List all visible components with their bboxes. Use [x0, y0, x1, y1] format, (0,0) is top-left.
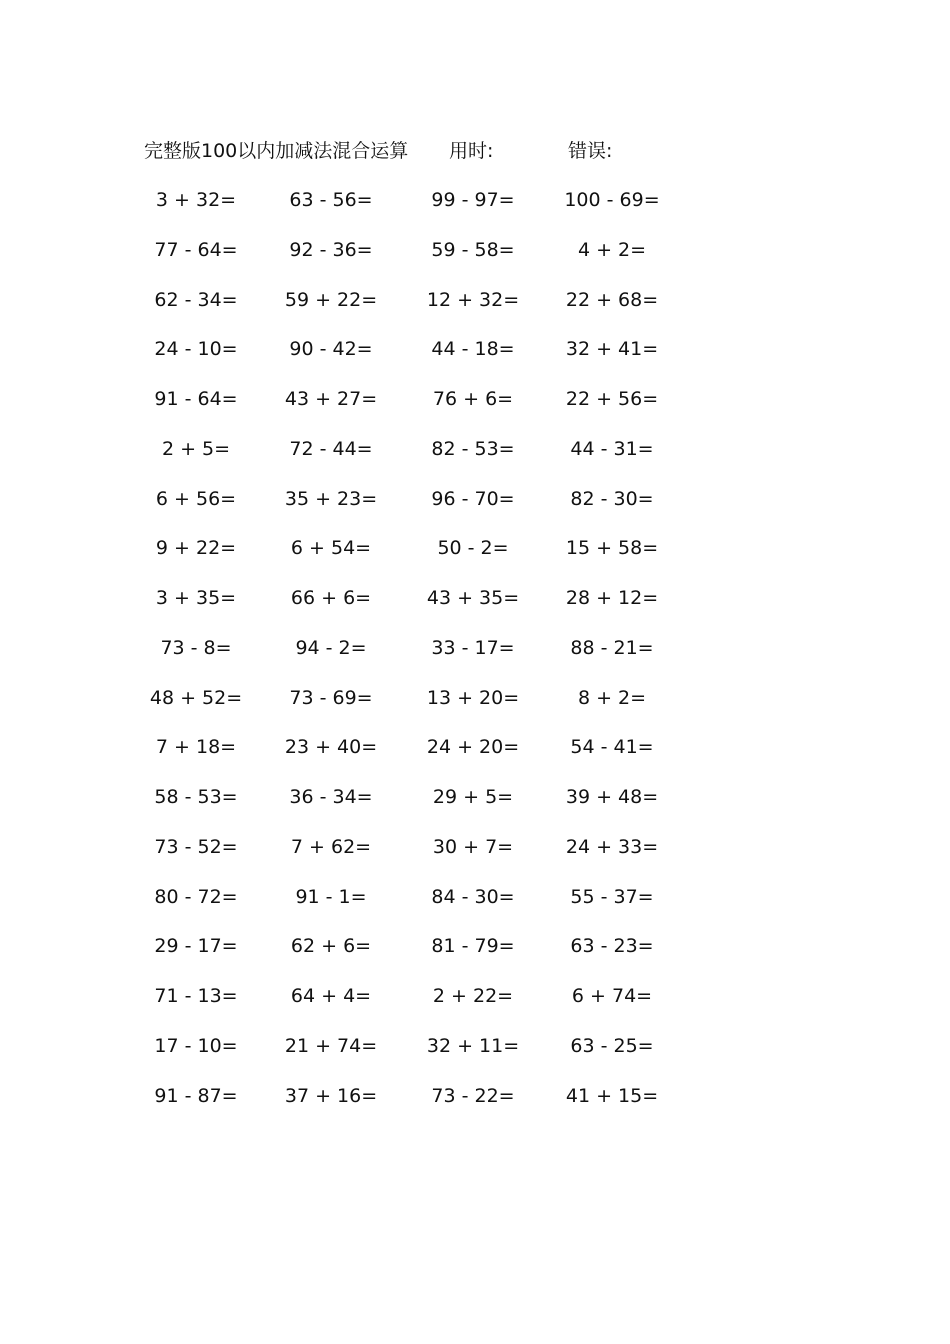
problem-item: 88 - 21=: [570, 636, 654, 659]
problem-item: 99 - 97=: [431, 189, 515, 211]
problem-item: 100 - 69=: [564, 189, 660, 211]
problem-item: 90 - 42=: [289, 338, 373, 361]
problem-row: [0, 931, 950, 981]
problem-item: 59 + 22=: [284, 288, 378, 311]
problem-item: 58 - 53=: [154, 786, 238, 808]
problem-row: [0, 185, 950, 235]
worksheet-title: 完整版100以内加减法混合运算: [144, 140, 409, 162]
problem-item: 13 + 20=: [426, 686, 520, 709]
problem-row: [0, 683, 950, 733]
problem-item: 91 - 1=: [295, 885, 367, 908]
problem-item: 91 - 87=: [154, 1084, 238, 1107]
problem-item: 15 + 58=: [565, 537, 659, 560]
problem-item: 73 - 69=: [289, 686, 373, 709]
problem-row: [0, 1031, 950, 1081]
problem-item: 6 + 56=: [155, 487, 237, 510]
problem-item: 81 - 79=: [431, 935, 515, 958]
problem-item: 7 + 62=: [290, 835, 372, 858]
problem-item: 4 + 2=: [577, 238, 647, 261]
problem-item: 29 + 5=: [432, 786, 514, 808]
problem-item: 24 + 20=: [426, 736, 520, 759]
problem-item: 77 - 64=: [154, 238, 238, 261]
problem-item: 2 + 22=: [432, 985, 514, 1007]
problem-item: 64 + 4=: [290, 985, 372, 1007]
problem-item: 73 - 52=: [154, 835, 238, 858]
problem-item: 91 - 64=: [154, 388, 238, 410]
problem-row: [0, 583, 950, 633]
time-used-label: 用时:: [449, 140, 494, 162]
problem-row: [0, 882, 950, 932]
problem-row: [0, 981, 950, 1031]
problem-item: 39 + 48=: [565, 786, 659, 808]
problem-item: 32 + 41=: [565, 338, 659, 361]
problem-item: 7 + 18=: [155, 736, 237, 759]
problem-item: 84 - 30=: [431, 885, 515, 908]
problem-item: 30 + 7=: [432, 835, 514, 858]
problem-item: 17 - 10=: [154, 1034, 238, 1057]
problem-item: 63 - 56=: [289, 189, 373, 211]
problem-item: 41 + 15=: [565, 1084, 659, 1107]
problem-item: 43 + 27=: [284, 388, 378, 410]
problem-row: [0, 533, 950, 583]
problem-item: 29 - 17=: [154, 935, 238, 958]
problem-item: 96 - 70=: [431, 487, 515, 510]
problem-item: 35 + 23=: [284, 487, 378, 510]
problem-item: 24 + 33=: [565, 835, 659, 858]
problem-item: 63 - 25=: [570, 1034, 654, 1057]
problem-item: 76 + 6=: [432, 388, 514, 410]
problem-row: [0, 285, 950, 335]
problem-row: [0, 334, 950, 384]
problem-row: [0, 782, 950, 832]
problem-row: [0, 434, 950, 484]
problem-item: 21 + 74=: [284, 1034, 378, 1057]
problem-item: 33 - 17=: [431, 636, 515, 659]
problem-item: 12 + 32=: [426, 288, 520, 311]
problem-item: 71 - 13=: [154, 985, 238, 1007]
problem-item: 72 - 44=: [289, 437, 373, 460]
problem-item: 22 + 68=: [565, 288, 659, 311]
problem-item: 2 + 5=: [161, 437, 231, 460]
problem-item: 22 + 56=: [565, 388, 659, 410]
problem-item: 9 + 22=: [155, 537, 237, 560]
problem-item: 82 - 53=: [431, 437, 515, 460]
problem-row: [0, 235, 950, 285]
problem-item: 54 - 41=: [570, 736, 654, 759]
problem-item: 73 - 22=: [431, 1084, 515, 1107]
problem-item: 3 + 35=: [155, 587, 237, 609]
error-count-label: 错误:: [568, 140, 613, 162]
problem-item: 94 - 2=: [295, 636, 367, 659]
problem-row: [0, 832, 950, 882]
problem-item: 44 - 18=: [431, 338, 515, 361]
problem-item: 66 + 6=: [290, 587, 372, 609]
problem-item: 62 - 34=: [154, 288, 238, 311]
problem-item: 8 + 2=: [577, 686, 647, 709]
problem-row: [0, 633, 950, 683]
problem-grid: [0, 185, 950, 1130]
problem-item: 6 + 74=: [571, 985, 653, 1007]
problem-item: 92 - 36=: [289, 238, 373, 261]
problem-item: 36 - 34=: [289, 786, 373, 808]
problem-item: 62 + 6=: [290, 935, 372, 958]
problem-item: 55 - 37=: [570, 885, 654, 908]
problem-row: [0, 732, 950, 782]
problem-row: [0, 484, 950, 534]
worksheet-header: [0, 136, 950, 166]
problem-item: 37 + 16=: [284, 1084, 378, 1107]
problem-item: 24 - 10=: [154, 338, 238, 361]
problem-item: 23 + 40=: [284, 736, 378, 759]
problem-item: 32 + 11=: [426, 1034, 520, 1057]
problem-item: 44 - 31=: [570, 437, 654, 460]
problem-item: 59 - 58=: [431, 238, 515, 261]
problem-item: 82 - 30=: [570, 487, 654, 510]
problem-item: 80 - 72=: [154, 885, 238, 908]
problem-item: 48 + 52=: [149, 686, 243, 709]
problem-item: 28 + 12=: [565, 587, 659, 609]
problem-item: 6 + 54=: [290, 537, 372, 560]
problem-row: [0, 384, 950, 434]
problem-item: 63 - 23=: [570, 935, 654, 958]
problem-item: 50 - 2=: [437, 537, 509, 560]
problem-row: [0, 1081, 950, 1131]
problem-item: 73 - 8=: [160, 636, 232, 659]
problem-item: 3 + 32=: [155, 189, 237, 211]
problem-item: 43 + 35=: [426, 587, 520, 609]
